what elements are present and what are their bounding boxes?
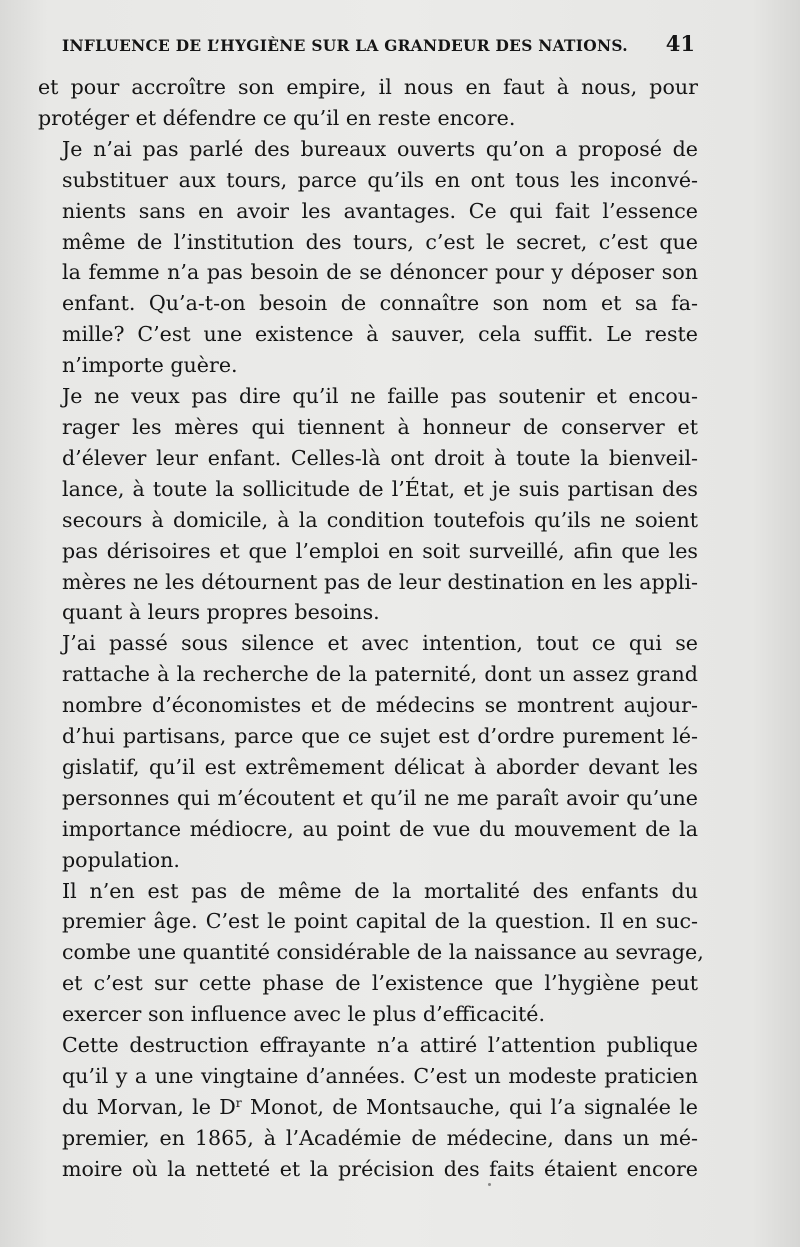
text-line: mères ne les détournent pas de leur destination en les appli- (62, 569, 698, 594)
text-line: secours à domicile, à la condition toutefois qu’ils ne soient (62, 507, 698, 532)
text-line: combe une quantité considérable de la naissance au sevrage, (62, 940, 704, 965)
text-line: J’ai passé sous silence et avec intention, tout ce qui se (62, 631, 698, 656)
text-line: rager les mères qui tiennent à honneur de conserver et (62, 414, 698, 439)
text-line: la femme n’a pas besoin de se dénoncer pour y déposer son (62, 260, 698, 285)
text-line: gislatif, qu’il est extrêmement délicat à aborder devant les (62, 754, 698, 779)
text-line: qu’il y a une vingtaine d’années. C’est un modeste praticien (62, 1064, 698, 1088)
text-line: personnes qui m’écoutent et qu’il ne me paraît avoir qu’une (62, 785, 698, 810)
running-title: INFLUENCE DE L’HYGIÈNE SUR LA GRANDEUR DES NATIONS. (62, 37, 628, 55)
paragraph (38, 876, 704, 1031)
text-line: d’hui partisans, parce que ce sujet est d’ordre purement lé- (62, 724, 698, 749)
text-line: substituer aux tours, parce qu’ils en ont tous les inconvé- (62, 167, 698, 192)
text-line: Je ne veux pas dire qu’il ne faille pas soutenir et encou- (62, 384, 698, 409)
text-line: Cette destruction effrayante n’a attiré l’attention publique (62, 1033, 698, 1058)
text-line: exercer son influence avec le plus d’efficacité. (62, 1002, 546, 1027)
text-line: rattache à la recherche de la paternité, dont un assez grand (62, 662, 698, 687)
text-line: pas dérisoires et que l’emploi en soit surveillé, afin que les (62, 538, 698, 563)
paragraph (38, 628, 698, 875)
page-header (62, 31, 695, 63)
text-line: population. (62, 847, 180, 872)
paragraph (38, 381, 698, 628)
text-line: nombre d’économistes et de médecins se montrent aujour- (62, 693, 698, 718)
text-line: d’élever leur enfant. Celles-là ont droit à toute la bienveil- (62, 445, 698, 470)
text-line: quant à leurs propres besoins. (62, 600, 380, 625)
text-line: lance, à toute la sollicitude de l’État, et je suis partisan des (62, 476, 698, 501)
text-line: même de l’institution des tours, c’est le secret, c’est que (62, 229, 698, 254)
text-line: et c’est sur cette phase de l’existence que l’hygiène peut (62, 971, 698, 996)
text-line: importance médiocre, au point de vue du mouvement de la (62, 816, 698, 841)
print-speck (488, 1183, 491, 1186)
text-line: Il n’en est pas de même de la mortalité des enfants du (62, 878, 698, 903)
text-line: n’importe guère. (62, 353, 238, 378)
text-line: et pour accroître son empire, il nous en faut à nous, pour (38, 75, 698, 99)
text-line: du Morvan, le $D^r$ Monot, de Montsauche, qui l’a signalée le (62, 1094, 698, 1119)
paragraph (38, 1030, 698, 1185)
paragraph (38, 72, 698, 134)
text-line: nients sans en avoir les avantages. Ce qui fait l’essence (62, 198, 698, 223)
text-line: mille? C’est une existence à sauver, cela suffit. Le reste (62, 322, 698, 347)
text-line: protéger et défendre ce qu’il en reste encore. (38, 105, 516, 130)
text-line: Je n’ai pas parlé des bureaux ouverts qu’on a proposé de (62, 136, 698, 161)
body-text (38, 72, 704, 1185)
text-line: premier âge. C’est le point capital de la question. Il en suc- (62, 909, 698, 934)
paragraph (38, 134, 698, 381)
text-line: moire où la netteté et la précision des faits étaient encore (62, 1156, 698, 1181)
text-line: enfant. Qu’a-t-on besoin de connaître son nom et sa fa- (62, 291, 698, 316)
page-number: 41 (665, 31, 695, 56)
text-line: premier, en 1865, à l’Académie de médecine, dans un mé- (62, 1125, 698, 1150)
